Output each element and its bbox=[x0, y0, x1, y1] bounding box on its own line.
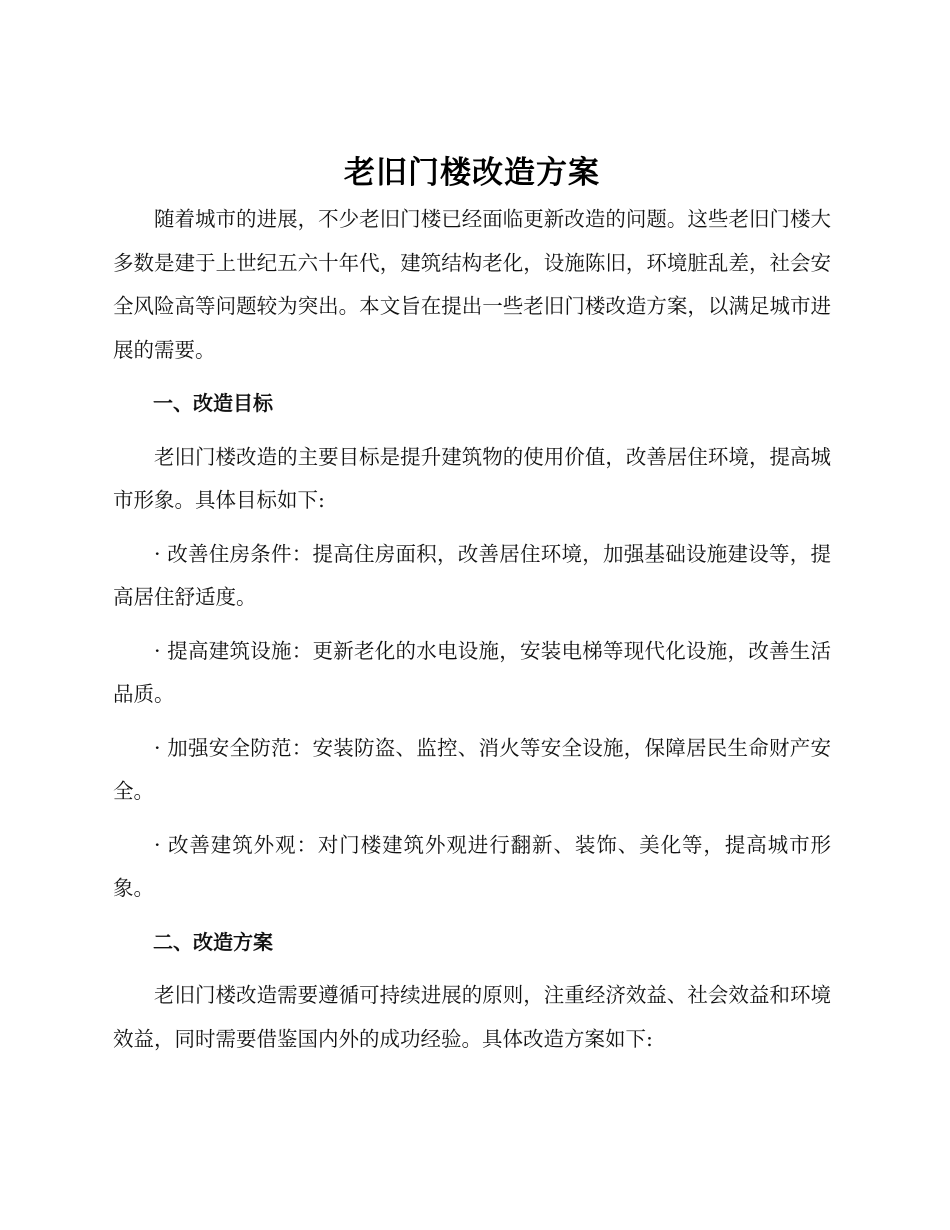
section-heading-goals: 一、改造目标 bbox=[153, 391, 273, 415]
goal-item-facilities: · 提高建筑设施：更新老化的水电设施，安装电梯等现代化设施，改善生活品质。 bbox=[113, 638, 831, 706]
section-heading-plan: 二、改造方案 bbox=[153, 929, 273, 954]
document-title: 老旧门楼改造方案 bbox=[344, 155, 600, 191]
plan-lead-paragraph: 老旧门楼改造需要遵循可持续进展的原则，注重经济效益、社会效益和环境效益，同时需要借鉴国内外的成功经验。具体改造方案如下: bbox=[113, 983, 831, 1051]
goal-item-appearance: · 改善建筑外观：对门楼建筑外观进行翻新、装饰、美化等，提高城市形象。 bbox=[113, 832, 831, 900]
intro-paragraph: 随着城市的进展，不少老旧门楼已经面临更新改造的问题。这些老旧门楼大多数是建于上世纪五六十年代，建筑结构老化，设施陈旧，环境脏乱差，社会安全风险高等问题较为突出。本文旨在提出一些老旧门楼改造方案，以满足城市进展的需要。 bbox=[113, 207, 831, 362]
goal-item-safety: · 加强安全防范：安装防盗、监控、消火等安全设施，保障居民生命财产安全。 bbox=[113, 735, 831, 803]
goals-lead-paragraph: 老旧门楼改造的主要目标是提升建筑物的使用价值，改善居住环境，提高城市形象。具体目标如下: bbox=[113, 444, 831, 512]
document-body bbox=[113, 150, 831, 1061]
goal-item-housing: · 改善住房条件：提高住房面积，改善居住环境，加强基础设施建设等，提高居住舒适度。 bbox=[113, 541, 831, 609]
